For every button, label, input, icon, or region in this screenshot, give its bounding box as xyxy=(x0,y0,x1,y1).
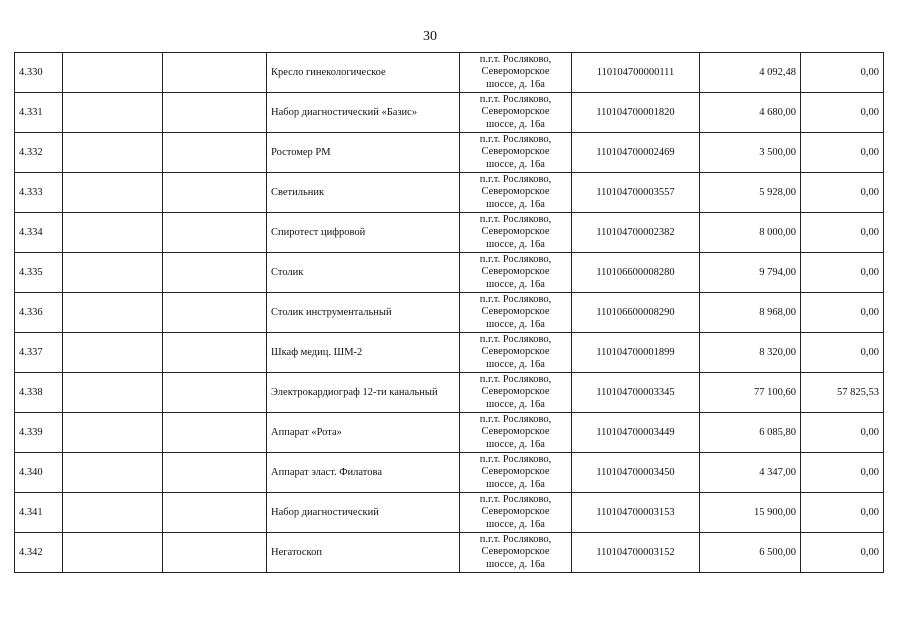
inventory-number-cell: 110104700003557 xyxy=(572,173,700,213)
item-name-cell: Шкаф медиц. ШМ-2 xyxy=(267,333,460,373)
address-cell xyxy=(460,413,572,453)
table-row xyxy=(15,253,884,293)
address-line: шоссе, д. 16а xyxy=(486,558,545,570)
page-number: 30 xyxy=(423,29,437,44)
item-number-cell: 4.341 xyxy=(15,493,63,533)
address-cell xyxy=(460,453,572,493)
address-line: Североморское xyxy=(481,266,550,278)
table-row xyxy=(15,333,884,373)
balance-value-cell: 4 092,48 xyxy=(700,53,801,93)
residual-value-cell: 0,00 xyxy=(801,413,884,453)
item-name-cell: Ростомер РМ xyxy=(267,133,460,173)
item-name-cell: Аппарат эласт. Филатова xyxy=(267,453,460,493)
balance-value-cell: 8 320,00 xyxy=(700,333,801,373)
empty-cell-2 xyxy=(163,533,267,573)
table-row xyxy=(15,293,884,333)
empty-cell-1 xyxy=(63,173,163,213)
table-body xyxy=(15,53,884,573)
item-number-cell: 4.339 xyxy=(15,413,63,453)
address-line: шоссе, д. 16а xyxy=(486,318,545,330)
balance-value-cell: 8 000,00 xyxy=(700,213,801,253)
residual-value-cell: 0,00 xyxy=(801,333,884,373)
address-line: п.г.т. Росляково, xyxy=(479,373,552,385)
item-number-cell: 4.338 xyxy=(15,373,63,413)
table-row xyxy=(15,533,884,573)
item-number-cell: 4.337 xyxy=(15,333,63,373)
item-name-cell: Негатоскоп xyxy=(267,533,460,573)
address-line: шоссе, д. 16а xyxy=(486,78,545,90)
empty-cell-2 xyxy=(163,293,267,333)
inventory-number-cell: 110104700001820 xyxy=(572,93,700,133)
item-number-cell: 4.333 xyxy=(15,173,63,213)
empty-cell-1 xyxy=(63,333,163,373)
balance-value-cell: 3 500,00 xyxy=(700,133,801,173)
item-name-cell: Кресло гинекологическое xyxy=(267,53,460,93)
address-line: Североморское xyxy=(481,546,550,558)
item-name-cell: Столик xyxy=(267,253,460,293)
address-line: п.г.т. Росляково, xyxy=(479,253,552,265)
empty-cell-2 xyxy=(163,133,267,173)
balance-value-cell: 9 794,00 xyxy=(700,253,801,293)
inventory-number-cell: 110106600008280 xyxy=(572,253,700,293)
empty-cell-2 xyxy=(163,333,267,373)
item-number-cell: 4.330 xyxy=(15,53,63,93)
empty-cell-2 xyxy=(163,173,267,213)
item-number-cell: 4.336 xyxy=(15,293,63,333)
address-line: Североморское xyxy=(481,346,550,358)
empty-cell-2 xyxy=(163,373,267,413)
address-cell xyxy=(460,493,572,533)
item-name-cell: Набор диагностический xyxy=(267,493,460,533)
residual-value-cell: 57 825,53 xyxy=(801,373,884,413)
empty-cell-1 xyxy=(63,533,163,573)
address-line: шоссе, д. 16а xyxy=(486,118,545,130)
address-line: шоссе, д. 16а xyxy=(486,198,545,210)
empty-cell-2 xyxy=(163,213,267,253)
empty-cell-1 xyxy=(63,453,163,493)
address-line: п.г.т. Росляково, xyxy=(479,333,552,345)
empty-cell-2 xyxy=(163,93,267,133)
inventory-number-cell: 110104700002469 xyxy=(572,133,700,173)
address-line: п.г.т. Росляково, xyxy=(479,533,552,545)
address-line: Североморское xyxy=(481,306,550,318)
address-line: Североморское xyxy=(481,506,550,518)
table-row xyxy=(15,213,884,253)
empty-cell-2 xyxy=(163,53,267,93)
address-line: п.г.т. Росляково, xyxy=(479,93,552,105)
address-line: шоссе, д. 16а xyxy=(486,278,545,290)
balance-value-cell: 8 968,00 xyxy=(700,293,801,333)
item-number-cell: 4.342 xyxy=(15,533,63,573)
inventory-number-cell: 110104700001899 xyxy=(572,333,700,373)
address-cell xyxy=(460,213,572,253)
table-row xyxy=(15,173,884,213)
inventory-number-cell: 110104700003449 xyxy=(572,413,700,453)
address-cell xyxy=(460,253,572,293)
balance-value-cell: 5 928,00 xyxy=(700,173,801,213)
item-number-cell: 4.335 xyxy=(15,253,63,293)
item-number-cell: 4.331 xyxy=(15,93,63,133)
residual-value-cell: 0,00 xyxy=(801,93,884,133)
empty-cell-1 xyxy=(63,413,163,453)
balance-value-cell: 6 085,80 xyxy=(700,413,801,453)
address-cell xyxy=(460,333,572,373)
empty-cell-2 xyxy=(163,493,267,533)
address-cell xyxy=(460,173,572,213)
residual-value-cell: 0,00 xyxy=(801,133,884,173)
empty-cell-1 xyxy=(63,373,163,413)
address-cell xyxy=(460,373,572,413)
address-line: п.г.т. Росляково, xyxy=(479,413,552,425)
item-name-cell: Аппарат «Рота» xyxy=(267,413,460,453)
inventory-number-cell: 110104700003345 xyxy=(572,373,700,413)
table-row xyxy=(15,453,884,493)
address-line: Североморское xyxy=(481,66,550,78)
residual-value-cell: 0,00 xyxy=(801,453,884,493)
balance-value-cell: 6 500,00 xyxy=(700,533,801,573)
empty-cell-1 xyxy=(63,493,163,533)
address-line: Североморское xyxy=(481,226,550,238)
empty-cell-1 xyxy=(63,213,163,253)
address-cell xyxy=(460,133,572,173)
address-line: шоссе, д. 16а xyxy=(486,478,545,490)
item-number-cell: 4.334 xyxy=(15,213,63,253)
address-line: шоссе, д. 16а xyxy=(486,518,545,530)
inventory-number-cell: 110104700002382 xyxy=(572,213,700,253)
address-line: Североморское xyxy=(481,426,550,438)
empty-cell-1 xyxy=(63,133,163,173)
item-number-cell: 4.332 xyxy=(15,133,63,173)
address-line: Североморское xyxy=(481,186,550,198)
item-name-cell: Электрокардиограф 12-ти канальный xyxy=(267,373,460,413)
table-row xyxy=(15,133,884,173)
item-name-cell: Светильник xyxy=(267,173,460,213)
item-name-cell: Набор диагностический «Базис» xyxy=(267,93,460,133)
address-cell xyxy=(460,533,572,573)
residual-value-cell: 0,00 xyxy=(801,293,884,333)
table-row xyxy=(15,93,884,133)
address-cell xyxy=(460,93,572,133)
empty-cell-1 xyxy=(63,93,163,133)
residual-value-cell: 0,00 xyxy=(801,173,884,213)
residual-value-cell: 0,00 xyxy=(801,493,884,533)
address-cell xyxy=(460,293,572,333)
table-row xyxy=(15,53,884,93)
empty-cell-1 xyxy=(63,53,163,93)
property-registry-table xyxy=(14,52,884,573)
inventory-number-cell: 110104700003450 xyxy=(572,453,700,493)
address-line: п.г.т. Росляково, xyxy=(479,493,552,505)
address-line: шоссе, д. 16а xyxy=(486,238,545,250)
balance-value-cell: 77 100,60 xyxy=(700,373,801,413)
address-line: п.г.т. Росляково, xyxy=(479,213,552,225)
item-name-cell: Столик инструментальный xyxy=(267,293,460,333)
balance-value-cell: 4 347,00 xyxy=(700,453,801,493)
address-line: шоссе, д. 16а xyxy=(486,398,545,410)
inventory-number-cell: 110104700003152 xyxy=(572,533,700,573)
address-line: Североморское xyxy=(481,146,550,158)
address-line: Североморское xyxy=(481,106,550,118)
address-cell xyxy=(460,53,572,93)
address-line: п.г.т. Росляково, xyxy=(479,293,552,305)
address-line: п.г.т. Росляково, xyxy=(479,453,552,465)
empty-cell-2 xyxy=(163,413,267,453)
item-number-cell: 4.340 xyxy=(15,453,63,493)
empty-cell-2 xyxy=(163,253,267,293)
address-line: п.г.т. Росляково, xyxy=(479,53,552,65)
residual-value-cell: 0,00 xyxy=(801,213,884,253)
address-line: шоссе, д. 16а xyxy=(486,358,545,370)
address-line: Североморское xyxy=(481,466,550,478)
table-row xyxy=(15,493,884,533)
inventory-number-cell: 110106600008290 xyxy=(572,293,700,333)
address-line: шоссе, д. 16а xyxy=(486,438,545,450)
empty-cell-2 xyxy=(163,453,267,493)
address-line: Североморское xyxy=(481,386,550,398)
empty-cell-1 xyxy=(63,253,163,293)
balance-value-cell: 15 900,00 xyxy=(700,493,801,533)
inventory-number-cell: 110104700003153 xyxy=(572,493,700,533)
balance-value-cell: 4 680,00 xyxy=(700,93,801,133)
address-line: п.г.т. Росляково, xyxy=(479,133,552,145)
table-row xyxy=(15,373,884,413)
residual-value-cell: 0,00 xyxy=(801,533,884,573)
empty-cell-1 xyxy=(63,293,163,333)
table-row xyxy=(15,413,884,453)
address-line: шоссе, д. 16а xyxy=(486,158,545,170)
item-name-cell: Спиротест цифровой xyxy=(267,213,460,253)
residual-value-cell: 0,00 xyxy=(801,53,884,93)
inventory-number-cell: 110104700000111 xyxy=(572,53,700,93)
address-line: п.г.т. Росляково, xyxy=(479,173,552,185)
residual-value-cell: 0,00 xyxy=(801,253,884,293)
